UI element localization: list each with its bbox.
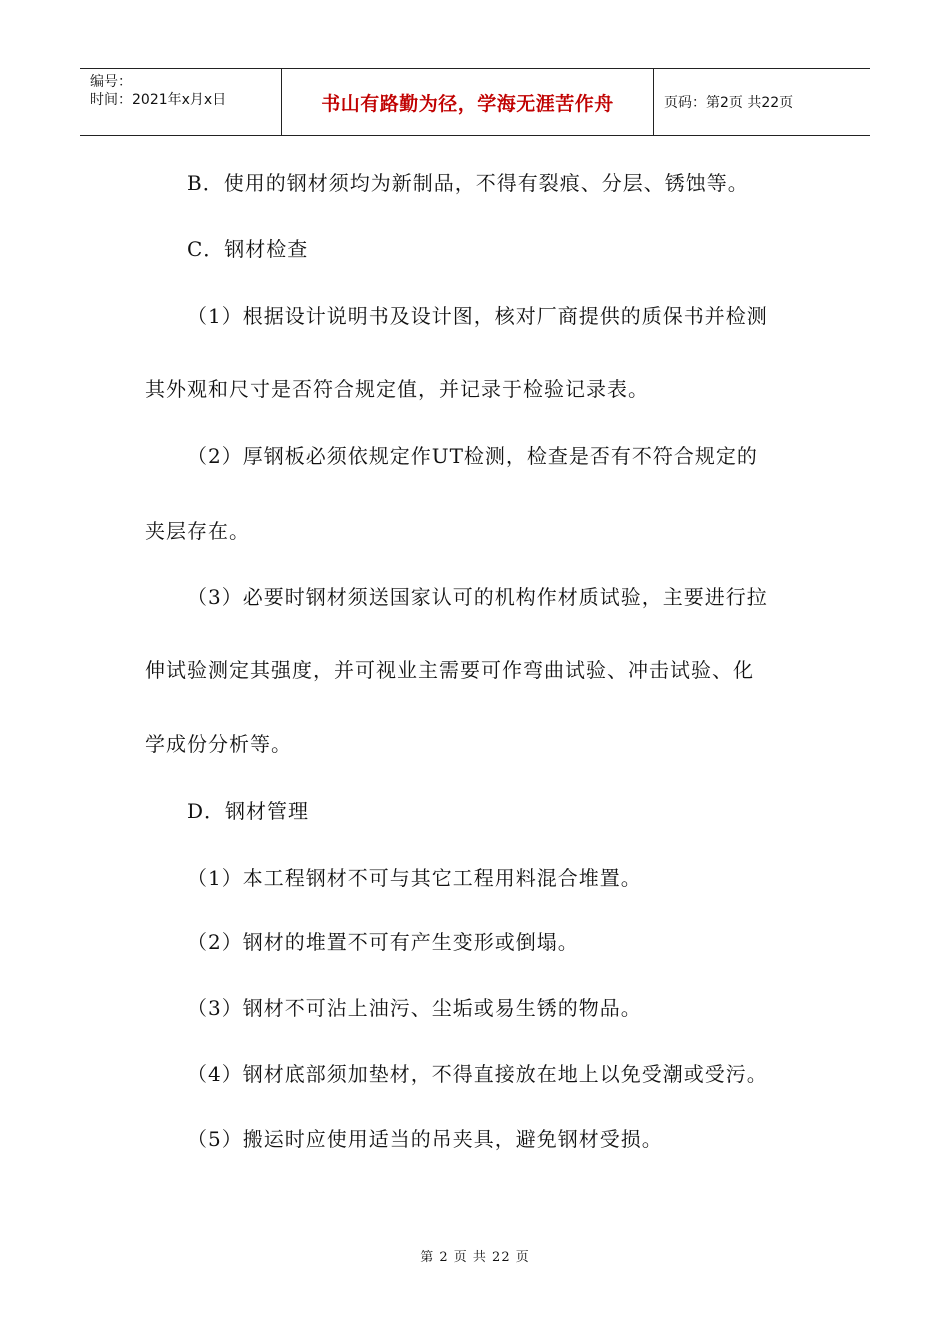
section-heading: D．钢材管理 xyxy=(187,799,310,823)
paragraph: 伸试验测定其强度，并可视业主需要可作弯曲试验、冲击试验、化 xyxy=(145,658,754,682)
document-number-label: 编号： xyxy=(90,74,132,90)
paragraph: （1）本工程钢材不可与其它工程用料混合堆置。 xyxy=(187,866,642,890)
paragraph: B．使用的钢材须均为新制品，不得有裂痕、分层、锈蚀等。 xyxy=(187,171,749,195)
paragraph: （5）搬运时应使用适当的吊夹具，避免钢材受损。 xyxy=(187,1127,663,1151)
header-motto: 书山有路勤为径，学海无涯苦作舟 xyxy=(282,69,654,135)
document-date: 时间：2021年x月x日 xyxy=(90,92,227,108)
paragraph: 其外观和尺寸是否符合规定值，并记录于检验记录表。 xyxy=(145,377,649,401)
paragraph: （4）钢材底部须加垫材，不得直接放在地上以免受潮或受污。 xyxy=(187,1062,768,1086)
paragraph: （2）厚钢板必须依规定作UT检测，检查是否有不符合规定的 xyxy=(187,444,758,468)
paragraph: （3）钢材不可沾上油污、尘垢或易生锈的物品。 xyxy=(187,996,642,1020)
section-heading: C．钢材检查 xyxy=(187,237,309,261)
page-header xyxy=(80,68,870,136)
paragraph: 夹层存在。 xyxy=(145,519,250,543)
page-footer: 第 2 页 共 22 页 xyxy=(420,1250,530,1265)
paragraph: （1）根据设计说明书及设计图，核对厂商提供的质保书并检测 xyxy=(187,304,768,328)
header-meta xyxy=(80,69,282,135)
header-page-info: 页码：第2页 共22页 xyxy=(664,95,794,111)
paragraph: 学成份分析等。 xyxy=(145,732,292,756)
paragraph: （2）钢材的堆置不可有产生变形或倒塌。 xyxy=(187,930,579,954)
paragraph: （3）必要时钢材须送国家认可的机构作材质试验，主要进行拉 xyxy=(187,585,768,609)
